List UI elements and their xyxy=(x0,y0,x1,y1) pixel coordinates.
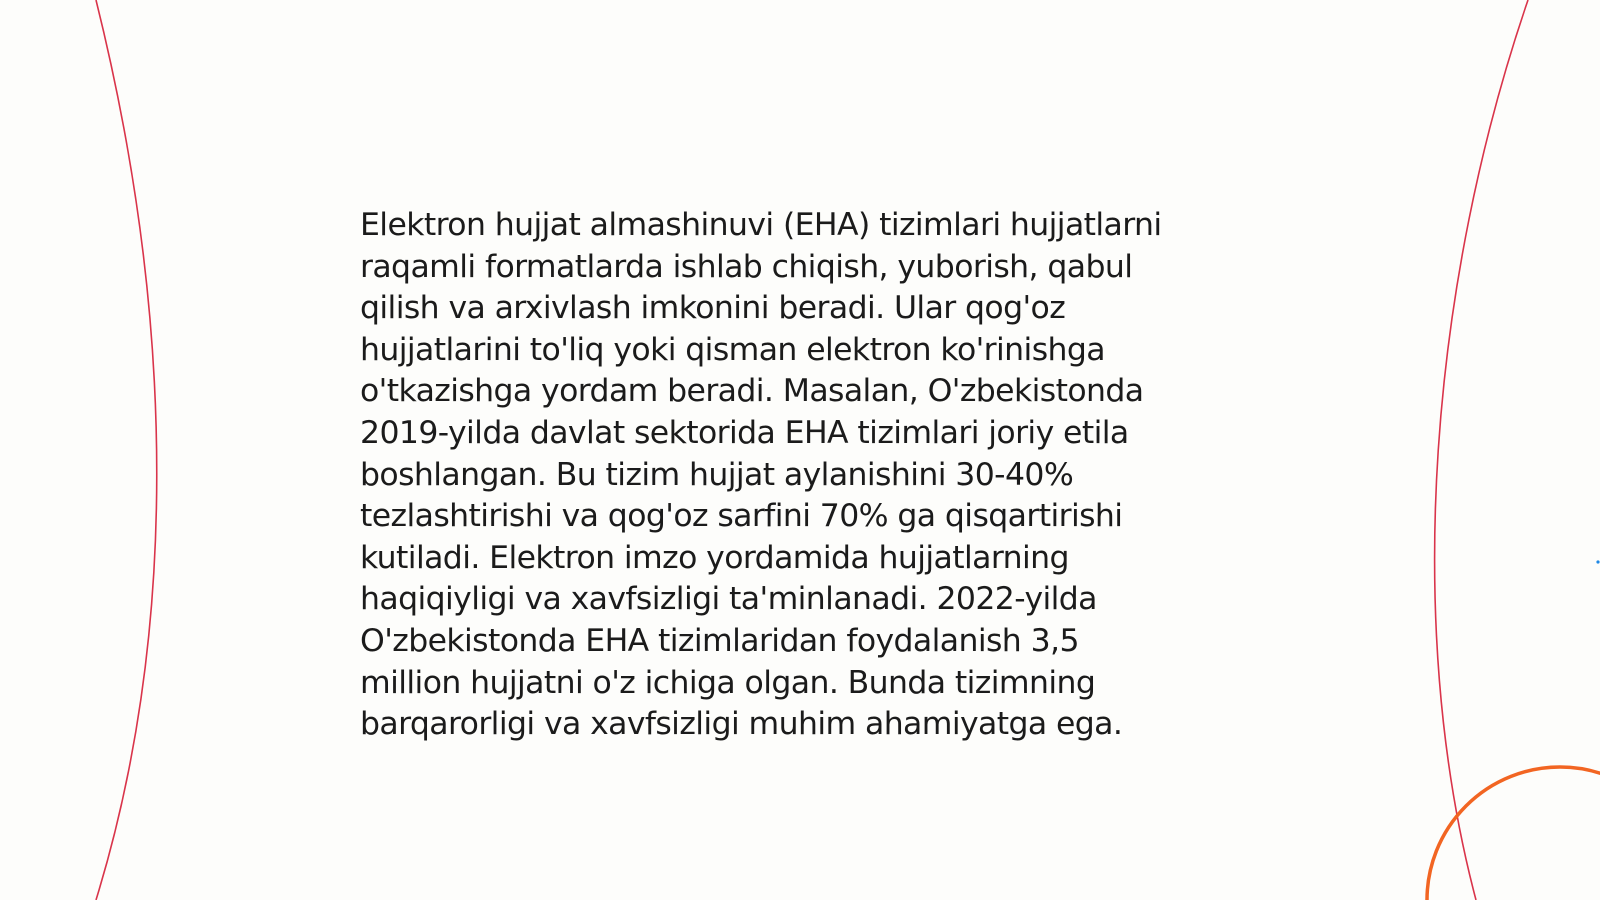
body-paragraph: Elektron hujjat almashinuvi (EHA) tizimlari hujjatlarni raqamli formatlarda ishlab chiqish, yuborish, qabul qilish va arxivlash imkonini beradi. Ular qog'oz hujjatlarini to'liq yoki qisman elektron ko'rinishga o'tkazishga yordam beradi. Masalan, O'zbekistonda 2019-yilda davlat sektorida EHA tizimlari joriy etila boshlangan. Bu tizim hujjat aylanishini 30-40% tezlashtirishi va qog'oz sarfini 70% ga qisqartirishi kutiladi. Elektron imzo yordamida hujjatlarning haqiqiyligi va xavfsizligi ta'minlanadi. 2022-yilda O'zbekistonda EHA tizimlaridan foydalanish 3,5 million hujjatni o'z ichiga olgan. Bunda tizimning barqarorligi va xavfsizligi muhim ahamiyatga ega. xyxy=(360,207,1162,743)
left-arc-line xyxy=(96,0,157,900)
orange-circle-decor xyxy=(1427,767,1600,900)
blue-dot-decor xyxy=(1596,560,1599,563)
right-arc-line xyxy=(1435,0,1528,900)
